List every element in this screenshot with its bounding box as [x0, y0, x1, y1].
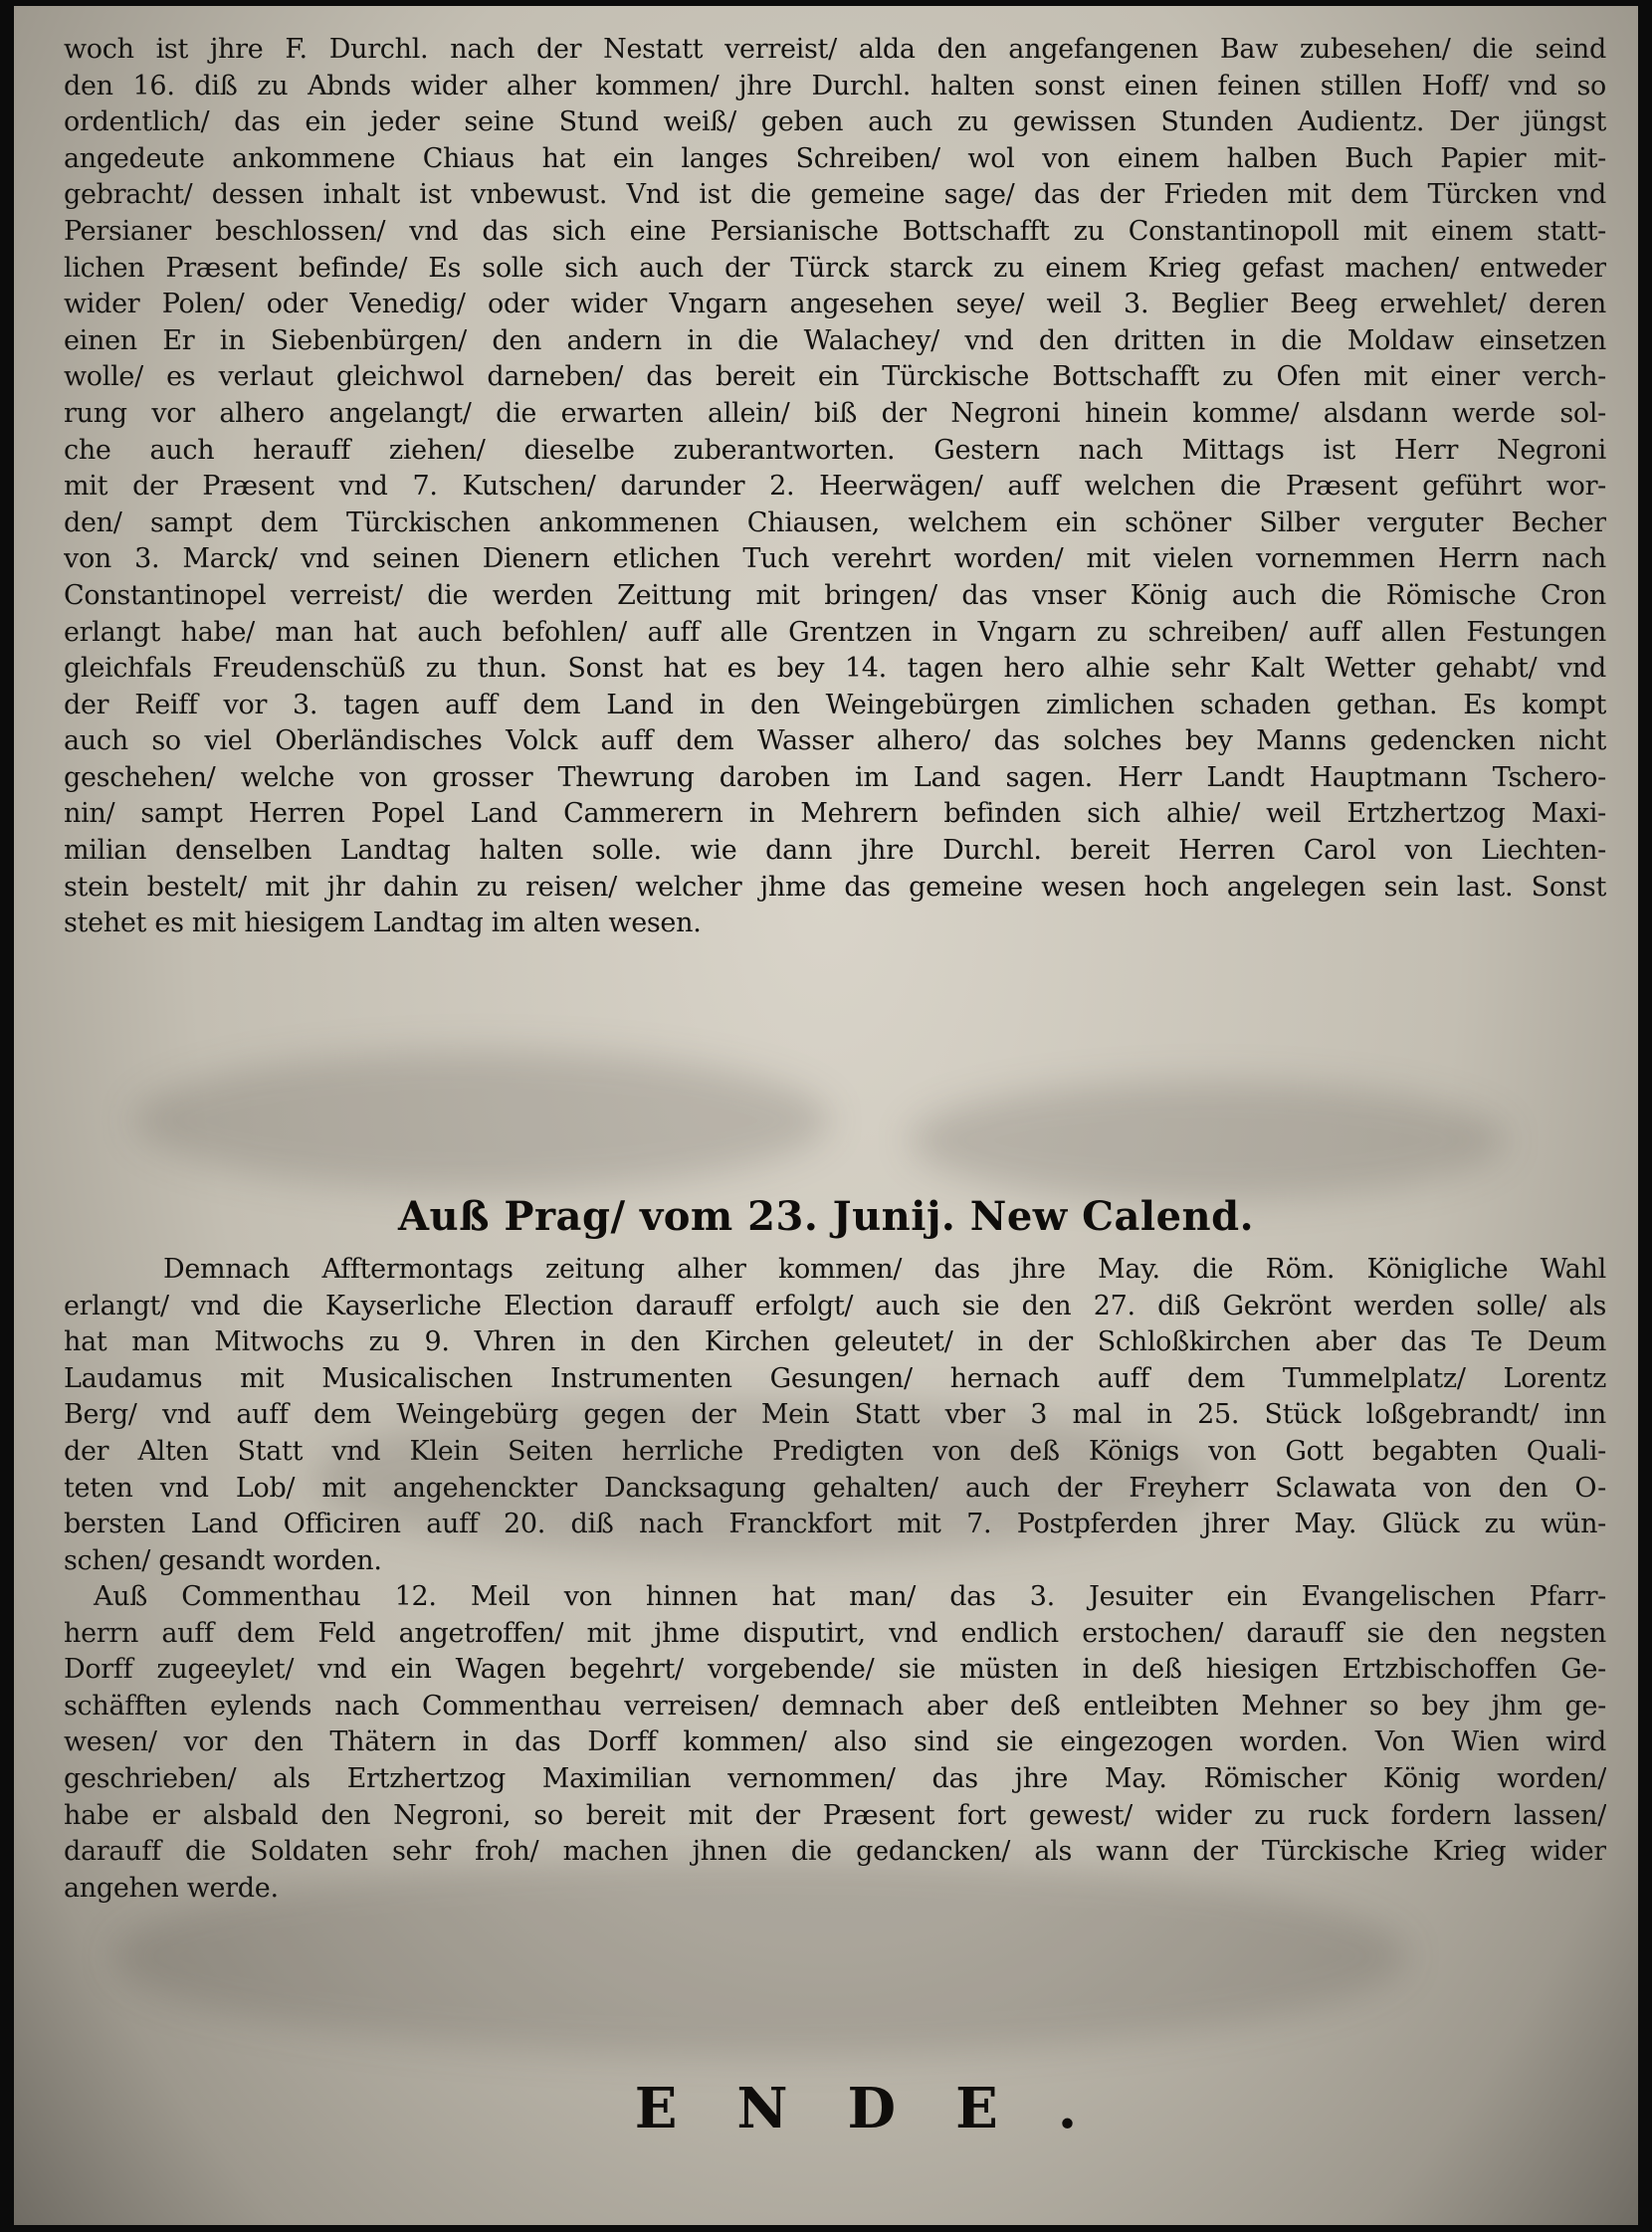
text-line: wesen/ vor den Thätern in das Dorff kommen/ also sind sie eingezogen worden. Von Wien wird — [64, 1726, 1606, 1758]
text-line: einen Er in Siebenbürgen/ den andern in die Walachey/ vnd den dritten in die Moldaw einsetzen — [64, 324, 1606, 356]
text-line: mit der Præsent vnd 7. Kutschen/ darunder 2. Heerwägen/ auff welchen die Præsent geführt wor- — [64, 471, 1606, 503]
section-heading: Auß Prag/ vom 23. Junij. New Calend. — [397, 1193, 1255, 1240]
newspaper-page — [14, 6, 1638, 2225]
text-line: lichen Præsent befinde/ Es solle sich auch der Türck starck zu einem Krieg gefast machen/ entweder — [64, 252, 1606, 284]
text-line: wider Polen/ oder Venedig/ oder wider Vngarn angesehen seye/ weil 3. Beglier Beeg erwehlet/ deren — [64, 289, 1606, 320]
text-line: darauff die Soldaten sehr froh/ machen jhnen die gedancken/ als wann der Türckische Krieg wider — [64, 1836, 1606, 1868]
text-line: ordentlich/ das ein jeder seine Stund weiß/ geben auch zu gewissen Stunden Audientz. Der jüngst — [64, 106, 1606, 138]
text-line: der Alten Statt vnd Klein Seiten herrliche Predigten von deß Königs von Gott begabten Quali- — [64, 1435, 1606, 1467]
text-line: auch so viel Oberländisches Volck auff dem Wasser alhero/ das solches bey Manns gedencken nicht — [64, 725, 1606, 757]
text-line: che auch herauff ziehen/ dieselbe zuberantworten. Gestern nach Mittags ist Herr Negroni — [64, 434, 1606, 466]
text-line: Constantinopel verreist/ die werden Zeittung mit bringen/ das vnser König auch die Römische Cron — [64, 579, 1606, 611]
text-line: bersten Land Officiren auff 20. diß nach Franckfort mit 7. Postpferden jhrer May. Glück zu wün- — [64, 1509, 1606, 1540]
text-line: wolle/ es verlaut gleichwol darneben/ das bereit ein Türckische Bottschafft zu Ofen mit einer verch- — [64, 361, 1606, 393]
text-line: Berg/ vnd auff dem Weingebürg gegen der Mein Statt vber 3 mal in 25. Stück loßgebrandt/ inn — [64, 1399, 1606, 1431]
section-vienna-report — [64, 32, 1606, 942]
text-line: woch ist jhre F. Durchl. nach der Nestatt verreist/ alda den angefangenen Baw zubesehen/ die seind — [64, 34, 1606, 65]
text-line: Laudamus mit Musicalischen Instrumenten Gesungen/ hernach auff dem Tummelplatz/ Lorentz — [64, 1362, 1606, 1394]
text-line: habe er alsbald den Negroni, so bereit mit der Præsent fort gewest/ wider zu ruck fordern lassen/ — [64, 1799, 1606, 1831]
text-line: milian denselben Landtag halten solle. wie dann jhre Durchl. bereit Herren Carol von Liechten- — [64, 835, 1606, 867]
paper-stain — [910, 1081, 1507, 1200]
ende-mark: ENDE. — [634, 2076, 1137, 2141]
text-line: stein bestelt/ mit jhr dahin zu reisen/ welcher jhme das gemeine wesen hoch angelegen sein last. Sonst — [64, 871, 1606, 903]
text-line: der Reiff vor 3. tagen auff dem Land in den Weingebürgen zimlichen schaden gethan. Es kompt — [64, 689, 1606, 720]
text-line: nin/ sampt Herren Popel Land Cammerern in Mehrern befinden sich alhie/ weil Ertzhertzog Maxi- — [64, 798, 1606, 830]
text-line: Demnach Afftermontags zeitung alher kommen/ das jhre May. die Röm. Königliche Wahl — [163, 1254, 1606, 1285]
text-line: geschehen/ welche von grosser Thewrung daroben im Land sagen. Herr Landt Hauptmann Tschero- — [64, 761, 1606, 793]
text-line: Auß Commenthau 12. Meil von hinnen hat man/ das 3. Jesuiter ein Evangelischen Pfarr- — [94, 1581, 1606, 1612]
text-line: Persianer beschlossen/ vnd das sich eine Persianische Bottschafft zu Constantinopoll mit einem statt- — [64, 215, 1606, 247]
text-line: gebracht/ dessen inhalt ist vnbewust. Vnd ist die gemeine sage/ das der Frieden mit dem Türcken vnd — [64, 179, 1606, 211]
text-line: teten vnd Lob/ mit angehenckter Dancksagung gehalten/ auch der Freyherr Sclawata von den O- — [64, 1472, 1606, 1504]
section-prague-report — [64, 1252, 1606, 1579]
text-line: den 16. diß zu Abnds wider alher kommen/ jhre Durchl. halten sonst einen feinen stillen Hoff/ vnd so — [64, 70, 1606, 101]
text-line: erlangt/ vnd die Kayserliche Election darauff erfolgt/ auch sie den 27. diß Gekrönt werden solle/ als — [64, 1290, 1606, 1321]
text-line: stehet es mit hiesigem Landtag im alten wesen. — [64, 908, 702, 939]
text-line: hat man Mitwochs zu 9. Vhren in den Kirchen geleutet/ in der Schloßkirchen aber das Te Deum — [64, 1326, 1606, 1358]
text-line: rung vor alhero angelangt/ die erwarten allein/ biß der Negroni hinein komme/ alsdann werde sol- — [64, 397, 1606, 429]
text-line: von 3. Marck/ vnd seinen Dienern etlichen Tuch verehrt worden/ mit vielen vornemmen Herrn nach — [64, 543, 1606, 575]
text-line: gleichfals Freudenschüß zu thun. Sonst hat es bey 14. tagen hero alhie sehr Kalt Wetter gehabt/ vnd — [64, 653, 1606, 685]
paper-stain — [133, 1051, 830, 1190]
text-line: angehen werde. — [64, 1872, 279, 1904]
text-line: angedeute ankommene Chiaus hat ein langes Schreiben/ wol von einem halben Buch Papier mit- — [64, 142, 1606, 174]
text-line: herrn auff dem Feld angetroffen/ mit jhme disputirt, vnd endlich erstochen/ darauff sie den negsten — [64, 1617, 1606, 1649]
section-commenthau-report — [64, 1579, 1606, 1907]
text-line: geschrieben/ als Ertzhertzog Maximilian vernommen/ das jhre May. Römischer König worden/ — [64, 1762, 1606, 1794]
text-line: den/ sampt dem Türckischen ankommenen Chiausen, welchem ein schöner Silber verguter Becher — [64, 507, 1606, 538]
text-line: Dorff zugeeylet/ vnd ein Wagen begehrt/ vorgebende/ sie müsten in deß hiesigen Ertzbischoffen Ge- — [64, 1654, 1606, 1686]
text-line: schen/ gesandt worden. — [64, 1544, 382, 1576]
text-line: erlangt habe/ man hat auch befohlen/ auff alle Grentzen in Vngarn zu schreiben/ auff allen Festungen — [64, 616, 1606, 648]
text-line: schäfften eylends nach Commenthau verreisen/ demnach aber deß entleibten Mehner so bey jhm ge- — [64, 1690, 1606, 1722]
